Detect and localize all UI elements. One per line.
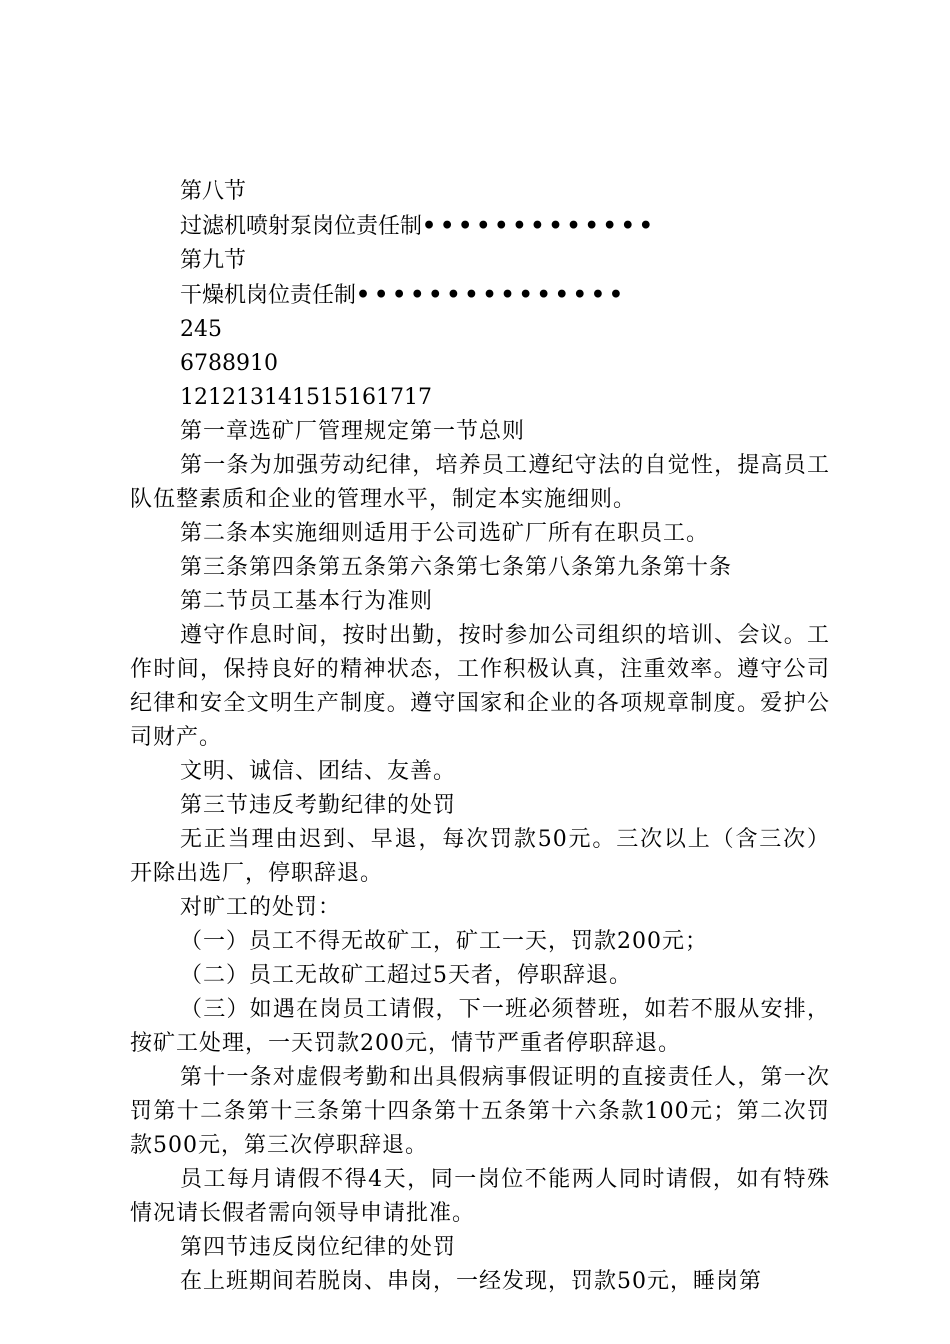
toc-page-numbers	[130, 347, 830, 381]
toc-text: 6788910	[180, 351, 278, 376]
body-section	[130, 415, 830, 1299]
list-item: （三）如遇在岗员工请假，下一班必须替班，如若不服从安排，按矿工处理，一天罚款200元，情节严重者停职辞退。	[130, 997, 830, 1056]
paragraph: 第三条第四条第五条第六条第七条第八条第九条第十条	[180, 555, 733, 580]
toc-text: 干燥机岗位责任制	[180, 283, 357, 308]
paragraph: 对旷工的处罚：	[180, 895, 342, 920]
toc-page-numbers	[130, 381, 830, 415]
paragraph: 在上班期间若脱岗、串岗，一经发现，罚款50元，睡岗第	[180, 1269, 762, 1294]
list-item: （一）员工不得无故矿工，矿工一天，罚款200元；	[180, 929, 708, 954]
toc-text: 第八节	[180, 179, 247, 204]
toc-line	[130, 209, 830, 244]
paragraph: 第二条本实施细则适用于公司选矿厂所有在职员工。	[180, 521, 710, 546]
paragraph: 文明、诚信、团结、友善。	[180, 759, 457, 784]
list-item: （二）员工无故矿工超过5天者，停职辞退。	[180, 963, 632, 988]
chapter-heading: 第一章选矿厂管理规定第一节总则	[180, 419, 526, 444]
toc-leader-dots: •••••••••••••••	[356, 282, 627, 308]
paragraph: 无正当理由迟到、早退，每次罚款50元。三次以上（含三次）开除出选厂，停职辞退。	[130, 827, 830, 886]
document-page	[130, 175, 830, 1299]
paragraph: 员工每月请假不得4天，同一岗位不能两人同时请假，如有特殊情况请长假者需向领导申请批准。	[130, 1167, 830, 1226]
toc-line	[130, 244, 830, 278]
toc-leader-dots: •••••••••••••	[422, 213, 657, 239]
section-heading: 第三节违反考勤纪律的处罚	[180, 793, 457, 818]
toc-text: 第九节	[180, 248, 247, 273]
paragraph: 第十一条对虚假考勤和出具假病事假证明的直接责任人，第一次罚第十二条第十三条第十四条第十五条第十六条款100元；第二次罚款500元，第三次停职辞退。	[130, 1065, 830, 1158]
toc-page-numbers	[130, 313, 830, 347]
toc-text: 245	[180, 317, 222, 342]
toc-text: 过滤机喷射泵岗位责任制	[180, 214, 423, 239]
toc-line	[130, 175, 830, 209]
paragraph: 遵守作息时间，按时出勤，按时参加公司组织的培训、会议。工作时间，保持良好的精神状态，工作积极认真，注重效率。遵守公司纪律和安全文明生产制度。遵守国家和企业的各项规章制度。爱护公司财产。	[130, 623, 830, 750]
section-heading: 第四节违反岗位纪律的处罚	[180, 1235, 457, 1260]
toc-text: 121213141515161717	[180, 385, 432, 410]
toc-line	[130, 278, 830, 313]
section-heading: 第二节员工基本行为准则	[180, 589, 434, 614]
paragraph: 第一条为加强劳动纪律，培养员工遵纪守法的自觉性，提高员工队伍整素质和企业的管理水平，制定本实施细则。	[130, 453, 830, 512]
toc-section	[130, 175, 830, 415]
